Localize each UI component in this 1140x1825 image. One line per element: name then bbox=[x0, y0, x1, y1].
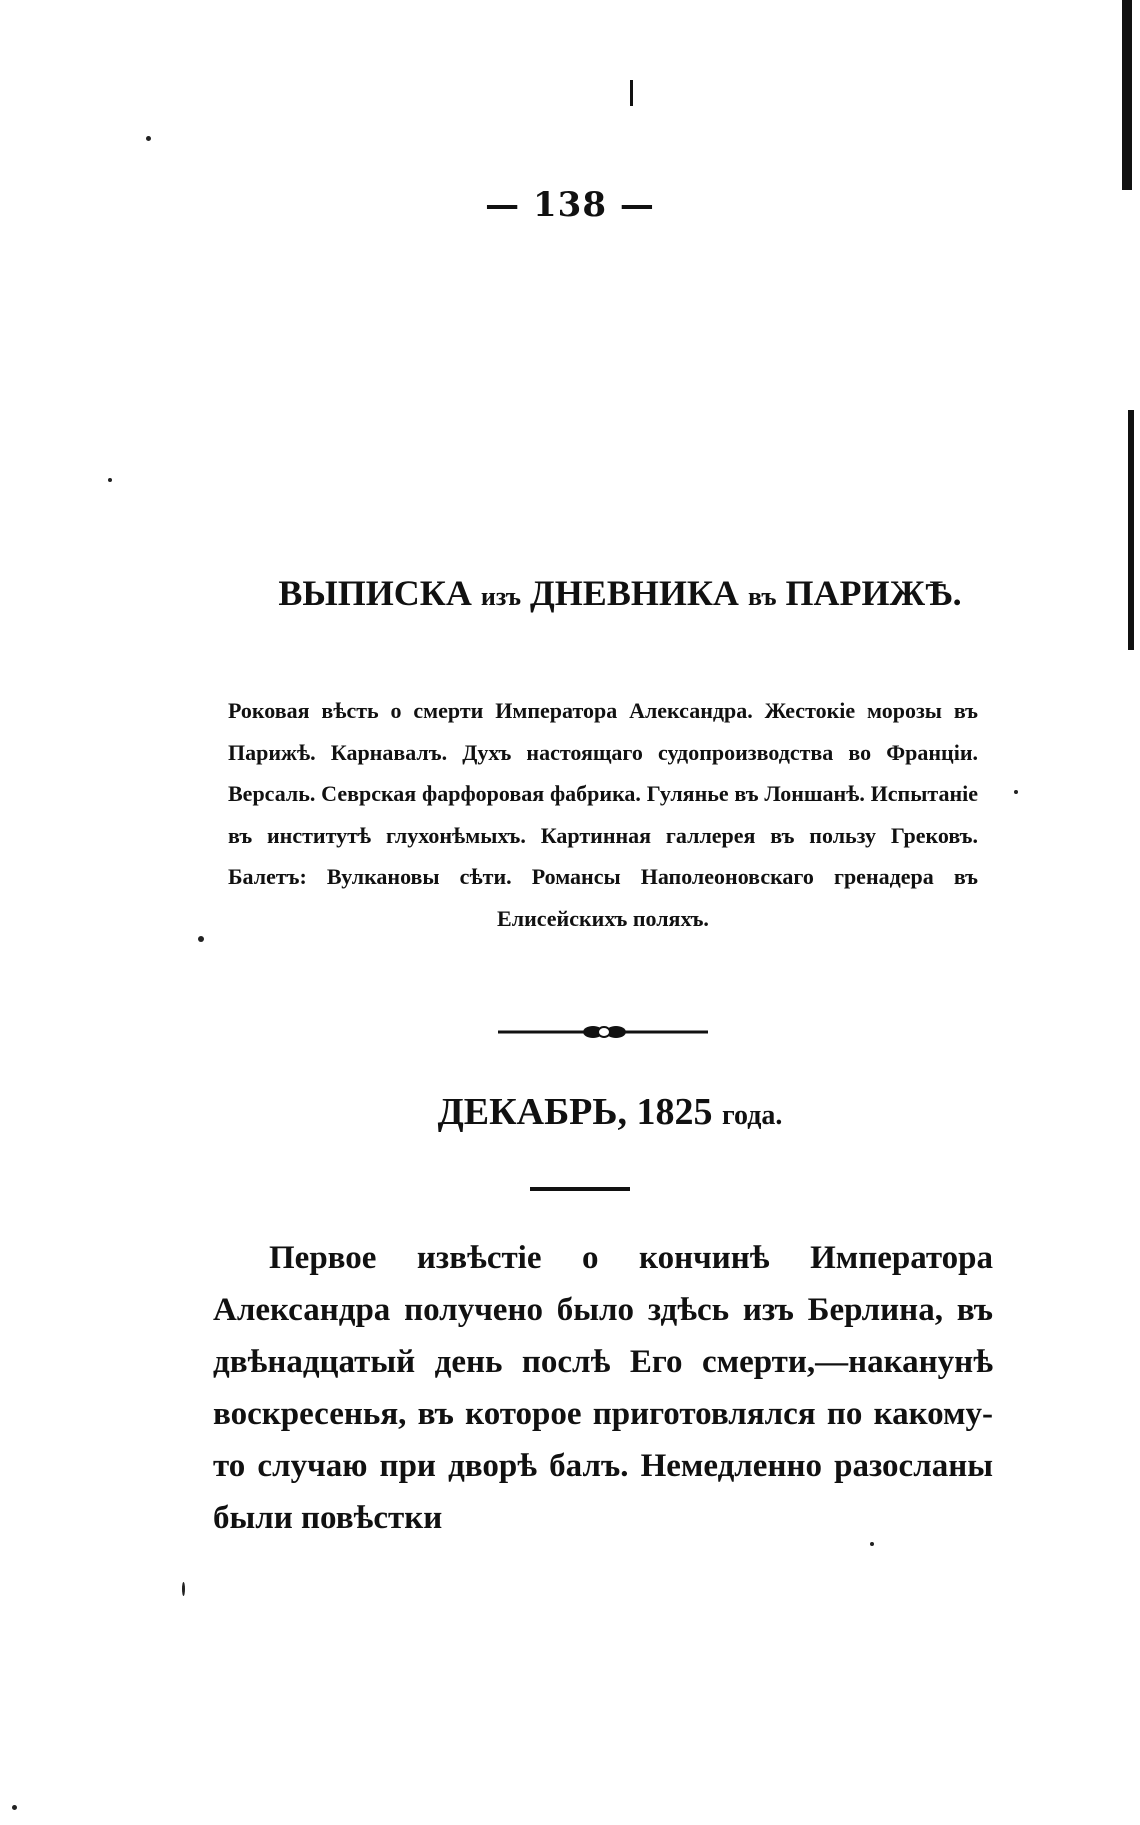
body-paragraph: Первое извѣстіе о кончинѣ Императора Александра получено было здѣсь изъ Берлина, въ двѣнадцатый день послѣ Его смерти,—наканунѣ воскресенья, въ которое приготовлялся по какому-то случаю при дворѣ балъ. Немедленно разосланы были повѣстки bbox=[213, 1240, 993, 1536]
heading-word-dnevnika: ДНЕВНИКА bbox=[530, 573, 739, 613]
section-rule bbox=[530, 1187, 630, 1191]
chapter-heading bbox=[0, 572, 1140, 614]
scan-edge-mark bbox=[1122, 0, 1132, 190]
date-year: 1825 bbox=[636, 1091, 713, 1133]
date-suffix: года. bbox=[722, 1100, 783, 1131]
scan-speck bbox=[182, 1582, 185, 1596]
scan-edge-mark bbox=[1128, 410, 1134, 650]
scan-speck bbox=[870, 1542, 874, 1546]
date-month: ДЕКАБРЬ, bbox=[437, 1091, 628, 1133]
heading-word-iz: изъ bbox=[480, 582, 522, 611]
heading-word-vypiska: ВЫПИСКА bbox=[278, 573, 472, 613]
scan-speck bbox=[108, 478, 112, 482]
page-number: — 138 — bbox=[485, 185, 655, 225]
heading-word-v: въ bbox=[747, 582, 777, 611]
chapter-summary: Роковая вѣсть о смерти Императора Александра. Жестокіе морозы въ Парижѣ. Карнавалъ. Духъ настоящаго судопроизводства во Франціи. Версаль. Севрская фарфоровая фабрика. Гулянье въ Лоншанѣ. Испытаніе въ институтѣ глухонѣмыхъ. Картинная галлерея въ пользу Грековъ. Балетъ: Вулкановы сѣти. Романсы Наполеоновскаго гренадера въ Елисейскихъ поляхъ. bbox=[228, 698, 978, 931]
scan-speck bbox=[1014, 790, 1018, 794]
scan-speck bbox=[146, 136, 151, 141]
scan-speck bbox=[12, 1805, 17, 1810]
heading-word-parizhe: ПАРИЖѢ. bbox=[785, 573, 962, 613]
scan-edge-mark bbox=[630, 80, 633, 106]
ornament-divider bbox=[498, 1022, 708, 1042]
date-heading bbox=[0, 1090, 1140, 1134]
scan-speck bbox=[198, 936, 204, 942]
